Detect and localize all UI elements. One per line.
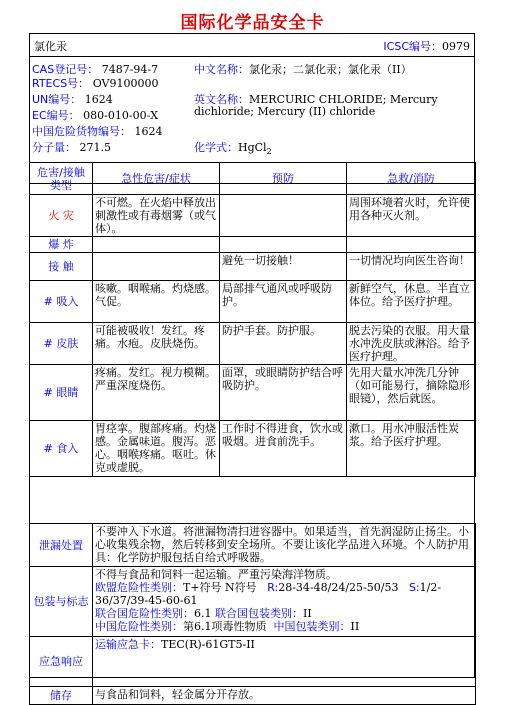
handling-table bbox=[29, 523, 476, 705]
row-cat-eyes: # 眼睛 bbox=[30, 365, 93, 421]
bottom-section bbox=[29, 523, 475, 705]
cell-hazard: 不可燃。在火焰中释放出刺激性或有毒烟雾（或气体）。 bbox=[93, 195, 220, 237]
icsc-value: 0979 bbox=[442, 40, 470, 53]
row-cat-explosion: 爆 炸 bbox=[30, 237, 93, 253]
table-header-row bbox=[30, 163, 476, 195]
cell-prevent: 避免一切接触！ bbox=[220, 253, 347, 281]
rtecs-value: OV9100000 bbox=[92, 77, 159, 90]
pack-cn-line bbox=[95, 620, 473, 633]
icsc-number bbox=[383, 38, 470, 54]
table-row bbox=[30, 253, 476, 281]
cell-prevent: 局部排气通风或呼吸防护。 bbox=[220, 281, 347, 323]
emergency-cell bbox=[93, 637, 476, 687]
spill-text: 不要冲入下水道。将泄漏物清扫进容器中。如果适当，首先润湿防止扬尘。小心收集残余物，然后转移到安全场所。不要让该化学品进入环境。个人防护用具：化学防护服包括自给式呼吸器。 bbox=[93, 524, 476, 567]
col-type: 危害/接触类型 bbox=[30, 163, 93, 195]
table-row bbox=[30, 421, 476, 477]
ec-value: 080-010-00-X bbox=[83, 109, 159, 122]
table-row bbox=[30, 365, 476, 421]
table-row bbox=[30, 195, 476, 237]
en-name-label: 英文名称： bbox=[194, 93, 249, 106]
eu-value: T+符号 N符号 bbox=[183, 581, 257, 594]
cell-aid: 一切情况均向医生咨询！ bbox=[347, 253, 476, 281]
emergency-value: TEC(R)-61GT5-II bbox=[161, 638, 255, 651]
storage-cat: 储存 bbox=[30, 687, 93, 705]
pack-eu-line bbox=[95, 581, 473, 607]
emergency-row bbox=[30, 637, 476, 687]
cn-pack-label: 中国包装类别： bbox=[273, 620, 351, 633]
cell-aid: 新鲜空气，休息。半直立体位。给予医疗护理。 bbox=[347, 281, 476, 323]
cell-hazard: 咳嗽。咽喉痛。灼烧感。气促。 bbox=[93, 281, 220, 323]
ec-line bbox=[32, 107, 158, 123]
card-title: 国际化学品安全卡 bbox=[180, 13, 325, 33]
cn-class-value: 第6.1项毒性物质 bbox=[183, 620, 267, 633]
table-row bbox=[30, 281, 476, 323]
cell-aid: 先用大量水冲洗几分钟（如可能易行，摘除隐形眼镜），然后就医。 bbox=[347, 365, 476, 421]
cell-prevent bbox=[220, 237, 347, 253]
cn-name-line bbox=[194, 61, 412, 77]
mw-value: 271.5 bbox=[79, 141, 111, 154]
cell-hazard: 可能被吸收！发红。疼痛。水疱。皮肤烧伤。 bbox=[93, 323, 220, 365]
cn-name-value: 氯化汞；二氯化汞；氯化汞（II） bbox=[249, 63, 412, 76]
un-value: 1624 bbox=[84, 93, 113, 106]
emergency-label: 运输应急卡： bbox=[95, 638, 161, 651]
ec-label: EC编号： bbox=[32, 109, 80, 122]
un-label: UN编号： bbox=[32, 93, 82, 106]
row-cat-inhalation: # 吸入 bbox=[30, 281, 93, 323]
un-pack-value: II bbox=[303, 607, 312, 620]
card-header bbox=[30, 34, 474, 57]
pack-row bbox=[30, 567, 476, 637]
cn-pack-value: II bbox=[350, 620, 360, 633]
pack-un-line bbox=[95, 607, 473, 620]
pack-cat: 包装与标志 bbox=[30, 567, 93, 637]
row-cat-contact: 接 触 bbox=[30, 253, 93, 281]
s-value: 1/2-36/37/39-45-60-61 bbox=[95, 581, 442, 607]
icsc-label: ICSC编号： bbox=[383, 40, 442, 53]
col-aid: 急救/消防 bbox=[347, 163, 476, 195]
un-line bbox=[32, 91, 113, 107]
pack-cell bbox=[93, 567, 476, 637]
cell-prevent: 防护手套。防护服。 bbox=[220, 323, 347, 365]
cell-aid: 脱去污染的衣服。用大量水冲洗皮肤或淋浴。给予医疗护理。 bbox=[347, 323, 476, 365]
mw-line bbox=[32, 139, 111, 155]
un-pack-label: 联合国包装类别： bbox=[215, 607, 303, 620]
cell-hazard bbox=[93, 237, 220, 253]
cell-hazard bbox=[93, 253, 220, 281]
storage-text: 与食品和饲料，轻金属分开存放。 bbox=[93, 687, 476, 705]
pack-line1: 不得与食品和饲料一起运输。严重污染海洋物质。 bbox=[95, 568, 337, 581]
rtecs-line bbox=[32, 75, 158, 91]
spill-cat: 泄漏处置 bbox=[30, 524, 93, 567]
table-row bbox=[30, 237, 476, 253]
cell-hazard: 胃痉挛。腹部疼痛。灼烧感。金属味道。腹泻。恶心。咽喉疼痛。呕吐。休克或虚脱。 bbox=[93, 421, 220, 477]
cas-value: 7487-94-7 bbox=[101, 63, 159, 76]
r-value: 28-34-48/24/25-50/53 bbox=[278, 581, 399, 594]
cn-class-label: 中国危险性类别： bbox=[95, 620, 183, 633]
un-class-label: 联合国危险性类别： bbox=[95, 607, 194, 620]
formula-sub: 2 bbox=[266, 147, 272, 157]
cell-aid: 漱口。用水冲服活性炭浆。给予医疗护理。 bbox=[347, 421, 476, 477]
row-cat-fire: 火 灾 bbox=[30, 195, 93, 237]
hazard-table bbox=[29, 162, 476, 477]
s-label: S: bbox=[408, 581, 420, 594]
row-cat-skin: # 皮肤 bbox=[30, 323, 93, 365]
cas-label: CAS登记号： bbox=[32, 63, 99, 76]
storage-row bbox=[30, 687, 476, 705]
en-name-value-1: MERCURIC CHLORIDE; Mercury bbox=[249, 93, 438, 106]
formula-main: HgCl bbox=[238, 141, 267, 154]
col-hazard: 急性危害/症状 bbox=[93, 163, 220, 195]
formula-label: 化学式： bbox=[194, 141, 238, 154]
un-class-value: 6.1 bbox=[194, 607, 212, 620]
eu-label: 欧盟危险性类别： bbox=[95, 581, 183, 594]
cn-line bbox=[32, 123, 163, 139]
mw-label: 分子量： bbox=[32, 141, 76, 154]
r-label: R: bbox=[267, 581, 279, 594]
cell-prevent: 面罩，或眼睛防护结合呼吸防护。 bbox=[220, 365, 347, 421]
cell-hazard: 疼痛。发红。视力模糊。严重深度烧伤。 bbox=[93, 365, 220, 421]
emergency-cat: 应急响应 bbox=[30, 637, 93, 687]
row-cat-ingestion: # 食入 bbox=[30, 421, 93, 477]
cn-number-label: 中国危险货物编号： bbox=[32, 125, 131, 138]
en-name-line2: dichloride; Mercury (II) chloride bbox=[194, 105, 376, 118]
cell-prevent bbox=[220, 195, 347, 237]
formula-line bbox=[194, 139, 272, 156]
cn-name-label: 中文名称： bbox=[194, 63, 249, 76]
cn-number-value: 1624 bbox=[134, 125, 163, 138]
chemical-name: 氯化汞 bbox=[34, 40, 67, 53]
spill-row bbox=[30, 524, 476, 567]
rtecs-label: RTECS号： bbox=[32, 77, 90, 90]
cell-prevent: 工作时不得进食，饮水或吸烟。进食前洗手。 bbox=[220, 421, 347, 477]
col-prevent: 预防 bbox=[220, 163, 347, 195]
cell-aid bbox=[347, 237, 476, 253]
table-row bbox=[30, 323, 476, 365]
safety-card bbox=[29, 33, 475, 702]
cell-aid: 周围环境着火时，允许使用各种灭火剂。 bbox=[347, 195, 476, 237]
